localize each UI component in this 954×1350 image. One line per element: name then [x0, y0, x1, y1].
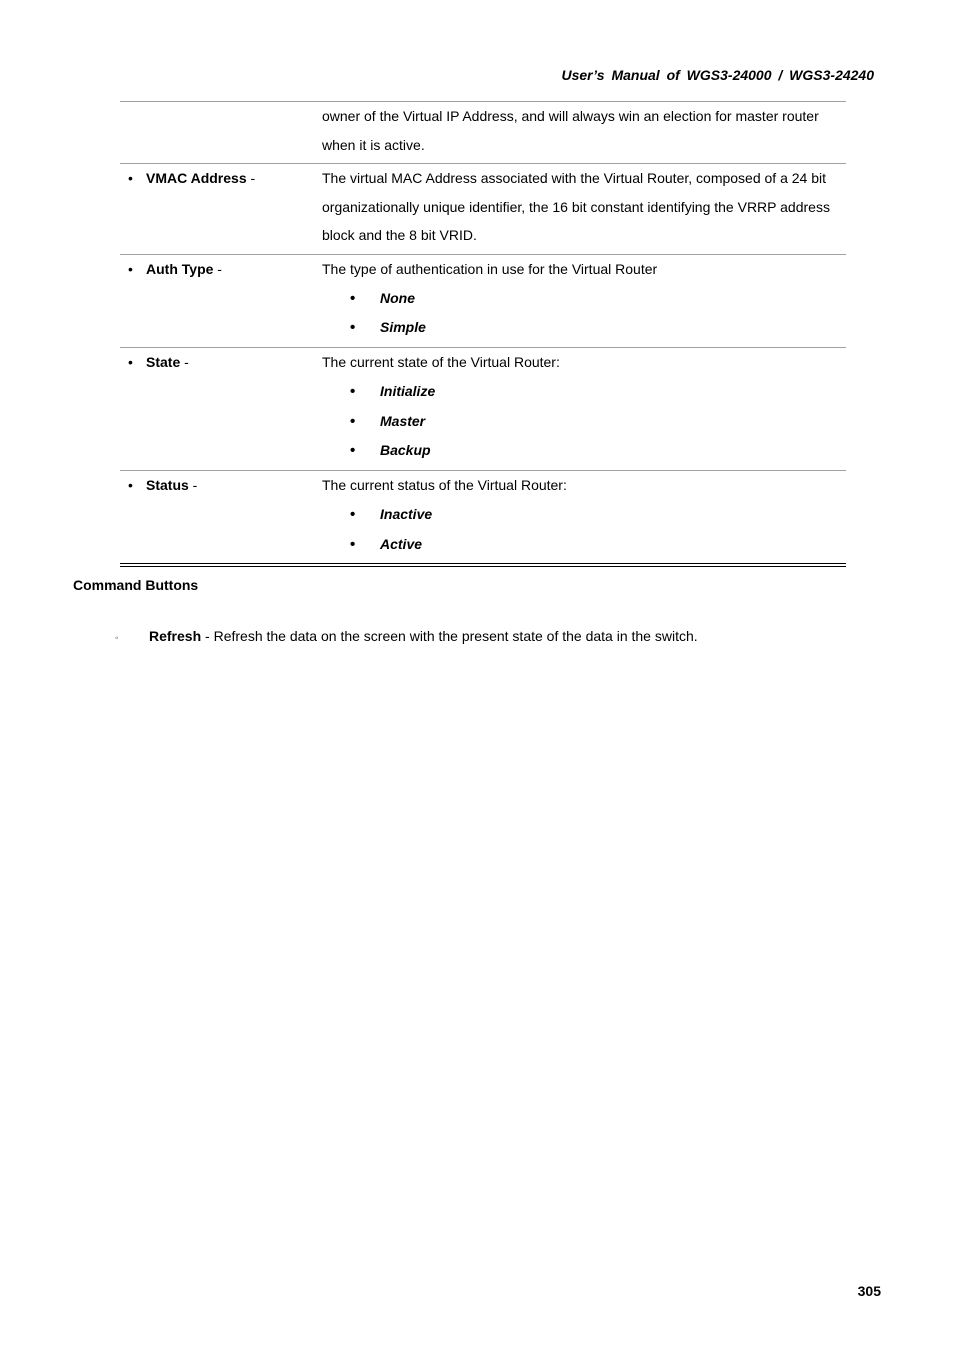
- page-header: User’s Manual of WGS3-24000 / WGS3-24240: [561, 67, 874, 83]
- param-name-cell: [120, 471, 322, 566]
- table-row: [120, 471, 846, 566]
- param-name: Status: [146, 477, 189, 494]
- list-item: [115, 628, 698, 644]
- option-list: [322, 500, 846, 559]
- table-row: [120, 254, 846, 347]
- option-list: [322, 377, 846, 466]
- list-item: [322, 436, 846, 466]
- param-name-cell: [120, 347, 322, 470]
- list-item: [322, 313, 846, 343]
- list-item: [322, 407, 846, 437]
- list-item: [322, 530, 846, 560]
- command-description: - Refresh the data on the screen with the present state of the data in the switch.: [201, 628, 698, 644]
- table-row: [120, 164, 846, 255]
- page-number: 305: [857, 1283, 881, 1299]
- param-name-suffix: -: [188, 477, 198, 494]
- param-desc-cell: [322, 471, 846, 566]
- bullet-icon: •: [350, 412, 356, 430]
- param-name-cell: [120, 254, 322, 347]
- param-name-suffix: -: [180, 353, 189, 370]
- option-label: Initialize: [380, 382, 436, 399]
- list-item: [322, 500, 846, 530]
- circle-bullet-icon: ◦: [115, 633, 119, 644]
- param-desc-cell: [322, 102, 846, 164]
- option-label: Inactive: [380, 506, 433, 523]
- bullet-icon: •: [128, 170, 133, 186]
- list-item: [322, 284, 846, 314]
- option-label: None: [380, 289, 415, 306]
- bullet-icon: •: [128, 353, 133, 370]
- bullet-icon: •: [128, 477, 133, 494]
- table-row: [120, 102, 846, 164]
- param-description: The current status of the Virtual Router:: [322, 477, 567, 494]
- section-heading: Command Buttons: [73, 577, 199, 593]
- bullet-icon: •: [350, 289, 356, 307]
- param-desc-cell: [322, 164, 846, 255]
- param-name-cell: [120, 164, 322, 255]
- bullet-icon: •: [350, 442, 356, 460]
- bullet-icon: •: [350, 382, 356, 400]
- param-description: The type of authentication in use for the Virtual Router: [322, 260, 658, 277]
- param-name: State: [146, 353, 181, 370]
- bullet-icon: •: [128, 260, 133, 277]
- param-description: The current state of the Virtual Router:: [322, 353, 560, 370]
- option-label: Backup: [380, 442, 431, 459]
- option-list: [322, 284, 846, 343]
- param-description: The virtual MAC Address associated with the Virtual Router, composed of a 24 bit organizationally unique identifier, the 16 bit constant identifying the VRRP address block and the 8 bit VRID.: [322, 170, 830, 243]
- option-label: Master: [380, 412, 426, 429]
- param-name-suffix: -: [213, 260, 222, 277]
- param-name: VMAC Address: [146, 170, 247, 186]
- param-name-suffix: -: [246, 170, 256, 186]
- option-label: Active: [380, 535, 423, 552]
- bullet-icon: •: [350, 506, 356, 524]
- option-label: Simple: [380, 319, 426, 336]
- param-description: owner of the Virtual IP Address, and will always win an election for master router when it is active.: [322, 108, 819, 153]
- parameter-table: [120, 101, 846, 567]
- list-item: [322, 377, 846, 407]
- param-desc-cell: [322, 347, 846, 470]
- param-name: Auth Type: [146, 260, 214, 277]
- table-row: [120, 347, 846, 470]
- param-desc-cell: [322, 254, 846, 347]
- bullet-icon: •: [350, 535, 356, 553]
- bullet-icon: •: [350, 319, 356, 337]
- command-name: Refresh: [149, 628, 202, 644]
- param-name-cell: [120, 102, 322, 164]
